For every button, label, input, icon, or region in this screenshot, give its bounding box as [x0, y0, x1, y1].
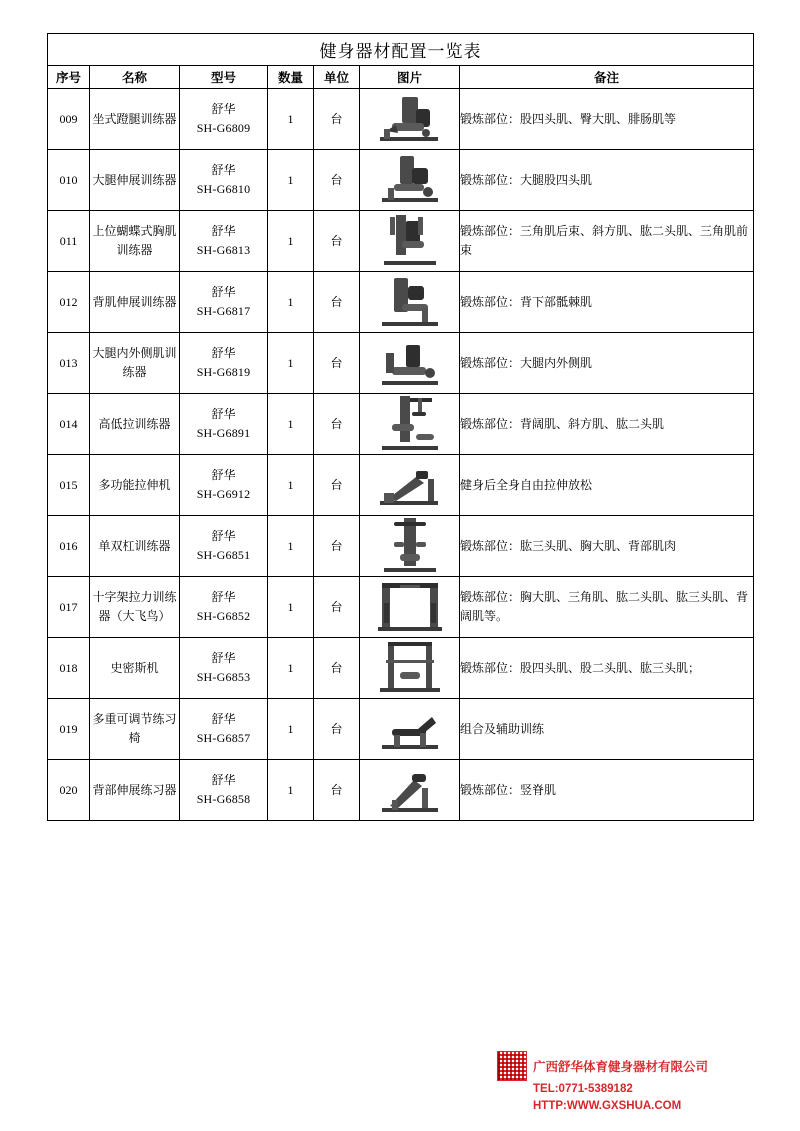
- row-brand: 舒华: [211, 407, 236, 422]
- row-unit: 台: [314, 699, 360, 760]
- row-no: 019: [48, 699, 90, 760]
- row-note: 锻炼部位：竖脊肌: [460, 760, 754, 821]
- row-no: 009: [48, 89, 90, 150]
- row-model-code: SH-G6852: [196, 609, 251, 623]
- table-row: [48, 333, 754, 394]
- table-row: [48, 699, 754, 760]
- row-qty: 1: [268, 394, 314, 455]
- row-model: [180, 150, 268, 211]
- pec-fly-machine-icon: [372, 211, 448, 271]
- row-note: 锻炼部位：大腿内外侧肌: [460, 333, 754, 394]
- qr-code-icon: [497, 1051, 527, 1081]
- footer-website[interactable]: HTTP:WWW.GXSHUA.COM: [533, 1100, 682, 1113]
- row-model: [180, 211, 268, 272]
- table-row: [48, 516, 754, 577]
- row-picture: [360, 577, 460, 638]
- row-picture: [360, 516, 460, 577]
- row-no: 010: [48, 150, 90, 211]
- row-qty: 1: [268, 699, 314, 760]
- row-note: 锻炼部位：三角肌后束、斜方肌、肱二头肌、三角肌前束: [460, 211, 754, 272]
- row-note: 锻炼部位：股四头肌、股二头肌、肱三头肌；: [460, 638, 754, 699]
- row-brand: 舒华: [211, 224, 236, 239]
- table-row: [48, 577, 754, 638]
- row-model: [180, 272, 268, 333]
- row-note: 锻炼部位：背下部骶棘肌: [460, 272, 754, 333]
- cable-crossover-machine-icon: [372, 577, 448, 637]
- row-name: 背肌伸展训练器: [90, 272, 180, 333]
- row-brand: 舒华: [211, 346, 236, 361]
- row-name: 大腿伸展训练器: [90, 150, 180, 211]
- table-row: [48, 638, 754, 699]
- row-picture: [360, 394, 460, 455]
- row-qty: 1: [268, 333, 314, 394]
- row-picture: [360, 333, 460, 394]
- row-picture: [360, 760, 460, 821]
- column-header-unit: 单位: [314, 66, 360, 89]
- row-model: [180, 89, 268, 150]
- row-qty: 1: [268, 638, 314, 699]
- row-brand: 舒华: [211, 529, 236, 544]
- row-name: 多功能拉伸机: [90, 455, 180, 516]
- row-model-code: SH-G6851: [196, 548, 251, 562]
- smith-machine-icon: [372, 638, 448, 698]
- row-brand: 舒华: [211, 712, 236, 727]
- table-row: [48, 760, 754, 821]
- row-name: 大腿内外侧肌训练器: [90, 333, 180, 394]
- table-row: [48, 89, 754, 150]
- row-model-code: SH-G6817: [196, 304, 251, 318]
- page-title: 健身器材配置一览表: [48, 34, 754, 66]
- row-model-code: SH-G6858: [196, 792, 251, 806]
- row-note: 组合及辅助训练: [460, 699, 754, 760]
- row-qty: 1: [268, 150, 314, 211]
- leg-press-machine-icon: [372, 89, 448, 149]
- row-model-code: SH-G6891: [196, 426, 251, 440]
- footer-telephone: TEL:0771-5389182: [533, 1083, 633, 1095]
- row-unit: 台: [314, 455, 360, 516]
- lat-pulldown-machine-icon: [372, 394, 448, 454]
- row-no: 011: [48, 211, 90, 272]
- table-title-row: [48, 34, 754, 66]
- row-model: [180, 455, 268, 516]
- stretch-machine-icon: [372, 455, 448, 515]
- row-unit: 台: [314, 333, 360, 394]
- row-model: [180, 577, 268, 638]
- equipment-table: [47, 33, 754, 821]
- row-brand: 舒华: [211, 773, 236, 788]
- column-header-model: 型号: [180, 66, 268, 89]
- roman-chair-icon: [372, 760, 448, 820]
- row-qty: 1: [268, 89, 314, 150]
- row-no: 016: [48, 516, 90, 577]
- row-no: 012: [48, 272, 90, 333]
- row-unit: 台: [314, 394, 360, 455]
- table-header-row: [48, 66, 754, 89]
- row-model: [180, 333, 268, 394]
- row-model-code: SH-G6809: [196, 121, 251, 135]
- table-row: [48, 211, 754, 272]
- table-row: [48, 150, 754, 211]
- row-unit: 台: [314, 638, 360, 699]
- footer-company-row: [497, 1051, 757, 1081]
- row-brand: 舒华: [211, 468, 236, 483]
- row-no: 013: [48, 333, 90, 394]
- row-name: 背部伸展练习器: [90, 760, 180, 821]
- row-unit: 台: [314, 760, 360, 821]
- row-qty: 1: [268, 577, 314, 638]
- row-model: [180, 394, 268, 455]
- column-header-note: 备注: [460, 66, 754, 89]
- row-no: 018: [48, 638, 90, 699]
- column-header-name: 名称: [90, 66, 180, 89]
- row-brand: 舒华: [211, 285, 236, 300]
- leg-extension-machine-icon: [372, 150, 448, 210]
- row-model: [180, 760, 268, 821]
- row-unit: 台: [314, 577, 360, 638]
- row-name: 上位蝴蝶式胸肌训练器: [90, 211, 180, 272]
- row-picture: [360, 150, 460, 211]
- row-qty: 1: [268, 455, 314, 516]
- row-name: 史密斯机: [90, 638, 180, 699]
- column-header-picture: 图片: [360, 66, 460, 89]
- row-model-code: SH-G6912: [196, 487, 251, 501]
- table-row: [48, 394, 754, 455]
- row-model: [180, 638, 268, 699]
- row-note: 锻炼部位：胸大肌、三角肌、肱二头肌、肱三头肌、背阔肌等。: [460, 577, 754, 638]
- row-model-code: SH-G6810: [196, 182, 251, 196]
- row-qty: 1: [268, 272, 314, 333]
- back-extension-machine-icon: [372, 272, 448, 332]
- row-brand: 舒华: [211, 163, 236, 178]
- row-note: 健身后全身自由拉伸放松: [460, 455, 754, 516]
- column-header-no: 序号: [48, 66, 90, 89]
- row-no: 015: [48, 455, 90, 516]
- row-picture: [360, 272, 460, 333]
- row-picture: [360, 455, 460, 516]
- dip-chin-assist-machine-icon: [372, 516, 448, 576]
- row-brand: 舒华: [211, 590, 236, 605]
- hip-adduction-machine-icon: [372, 333, 448, 393]
- row-note: 锻炼部位：肱三头肌、胸大肌、背部肌肉: [460, 516, 754, 577]
- row-model-code: SH-G6813: [196, 243, 251, 257]
- row-name: 多重可调节练习椅: [90, 699, 180, 760]
- row-name: 单双杠训练器: [90, 516, 180, 577]
- row-unit: 台: [314, 272, 360, 333]
- row-qty: 1: [268, 516, 314, 577]
- table-row: [48, 272, 754, 333]
- row-unit: 台: [314, 89, 360, 150]
- row-name: 高低拉训练器: [90, 394, 180, 455]
- footer-company-name: 广西舒华体育健身器材有限公司: [533, 1060, 709, 1074]
- row-model-code: SH-G6819: [196, 365, 251, 379]
- row-note: 锻炼部位：股四头肌、臀大肌、腓肠肌等: [460, 89, 754, 150]
- row-note: 锻炼部位：大腿股四头肌: [460, 150, 754, 211]
- row-qty: 1: [268, 211, 314, 272]
- row-brand: 舒华: [211, 651, 236, 666]
- row-unit: 台: [314, 211, 360, 272]
- row-name: 十字架拉力训练器（大飞鸟）: [90, 577, 180, 638]
- adjustable-bench-icon: [372, 699, 448, 759]
- row-model: [180, 516, 268, 577]
- row-qty: 1: [268, 760, 314, 821]
- table-row: [48, 455, 754, 516]
- row-name: 坐式蹬腿训练器: [90, 89, 180, 150]
- row-unit: 台: [314, 516, 360, 577]
- row-picture: [360, 89, 460, 150]
- row-picture: [360, 699, 460, 760]
- row-model-code: SH-G6853: [196, 670, 251, 684]
- row-picture: [360, 638, 460, 699]
- row-model: [180, 699, 268, 760]
- column-header-qty: 数量: [268, 66, 314, 89]
- company-footer: [497, 1051, 757, 1116]
- row-model-code: SH-G6857: [196, 731, 251, 745]
- row-brand: 舒华: [211, 102, 236, 117]
- row-note: 锻炼部位：背阔肌、斜方肌、肱二头肌: [460, 394, 754, 455]
- row-picture: [360, 211, 460, 272]
- row-no: 017: [48, 577, 90, 638]
- row-no: 014: [48, 394, 90, 455]
- row-unit: 台: [314, 150, 360, 211]
- row-no: 020: [48, 760, 90, 821]
